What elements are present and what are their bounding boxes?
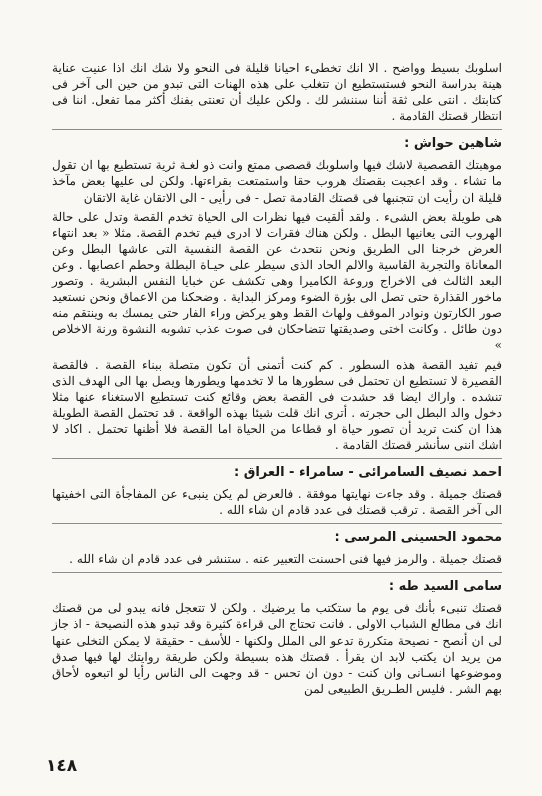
section-shahin-hawash: [52, 136, 502, 453]
page-number: ١٤٨: [46, 756, 78, 776]
section-heading: سامى السيد طه :: [388, 579, 502, 595]
section-divider: [52, 458, 502, 459]
section-paragraph: موهبتك القصصية لاشك فيها واسلوبك قصصى ممتع وانت ذو لغـة ثرية تستطيع بها ان تقول ما تشاء . وقد اعجبت بقصتك هروب حقا واستمتعت بقراءتها. ولكن لى عليها بعض مآخذ قليلة ان رأيت ان تتجنبها فى قصتك القادمة تصل - فى رأيى - الى الاتقان غاية الاتقان: [52, 158, 502, 205]
section-paragraph: هى طويلة بعض الشىء . ولقد ألقيت فيها نظرات الى الحياة تخدم القصة وتدل على حالة الهروب التى يعانيها البطل . ولكن هناك فقرات لا ادرى فيم تخدم القصة. مثلا « بعد انتهاء العرض خرجنا الى الطريق ونحن نتحدث عن القصة النفسية التى عاشها البطل وعن المعاناة والتجربة القاسية والالم الحاد الذى سيطر على حيـاة البطلة وحطم اعصابها . وعن البعد الثالث فى الاخراج وروعة الكاميرا وهى تكشف عن خبايا النفس البشرية . وتصور ماخور القذارة حتى تصل الى بؤرة الضوء ومركز البداية . وضحكنا من الاعماق ونحن نستعيد صور الكارتون ونوادر الموقف ولهاث القط وهو يركض وراء الفار حتى يمسك به وينتقم منه دون طائل . وكانت اختى وصديقتها تتضاحكان فى صوت عذب تشوبه النشوة ورنة الاخلاص »: [52, 209, 502, 353]
section-paragraph: فيم تفيد القصة هذه السطور . كم كنت أتمنى أن تكون متصلة ببناء القصة . فالقصة القصيرة لا تستطيع ان تحتمل فى سطورها ما لا تخدمها ويطورها ويصل بها الى الهدف الذى تنشده . واراك ايضا قد حشدت فى القصة بعض وقائع كنت تستطيع الاستغناء عنها مثلا دخول والد البطل الى حجرته . أترى انك قلت شيئا بهذه الواقعة . قد تحتمل القصة الطويلة هذا ان كنت تريد أن تصور حياة او قطاعا من الحياة اما القصة فلا أظنها تحتمل . اكاد لا اشك اننى سأنشر قصتك القادمة .: [52, 357, 502, 452]
section-heading: شاهين حواش :: [404, 136, 502, 152]
section-paragraph: قصتك تنبىء بأنك فى يوم ما ستكتب ما يرضيك . ولكن لا تتعجل فانه يبدو لى من قصتك انك فى مطالع الشباب الاولى . فانت تحتاج الى قراءة كثيرة وقد تبدو هذه النصيحة - اذ جاز لى ان أنصح - نصيحة متكررة تدعو الى الملل ولكنها - للأسف - حقيقة لا يمكن التخلى عنها من يريد ان يكتب لابد ان يقرأ . قصتك هذه بسيطة ولكن طريقة روايتك لها فيها صدق وموضوعها انسـانى وان كنت - دون ان تحس - قد وجهت الى الناس رأيا لو اتبعوه لأحاق بهم الشر . فليس الطـريق الطبيعى لمن: [52, 601, 502, 696]
section-divider: [52, 572, 502, 573]
section-paragraph: قصتك جميلة . والرمز فيها فنى احسنت التعبير عنه . ستنشر فى عدد قادم ان شاء الله .: [69, 552, 502, 567]
section-heading: احمد نصيف السامرائى - سامراء - العراق :: [233, 465, 502, 481]
section-sami-taha: [52, 579, 502, 697]
section-divider: [52, 129, 502, 130]
intro-paragraph: اسلوبك بسيط وواضح . الا انك تخطىء احيانا قليلة فى النحو ولا شك انك اذا عنيت عناية هينة بدراسة النحو فستستطيع ان تتغلب على هذه الهنات التى تبدو من حين الى آخر فى كتابتك . انتى على ثقة أننا سننشر لك . ولكن عليك أن تعنتى بفنك أكثر مما تفعل. اننا فى انتظار قصتك القادمة .: [52, 61, 502, 124]
section-paragraph: قصتك جميلة . وقد جاءت نهايتها موفقة . فالعرض لم يكن ينبىء عن المفاجأة التى اخفيتها الى آخر القصة . ترقب قصتك فى عدد قادم ان شاء الله .: [52, 487, 502, 518]
section-divider: [52, 523, 502, 524]
section-heading: محمود الحسينى المرسى :: [334, 530, 502, 546]
section-ahmed-nasif: [52, 465, 502, 518]
section-mahmoud-mursi: [52, 530, 502, 567]
